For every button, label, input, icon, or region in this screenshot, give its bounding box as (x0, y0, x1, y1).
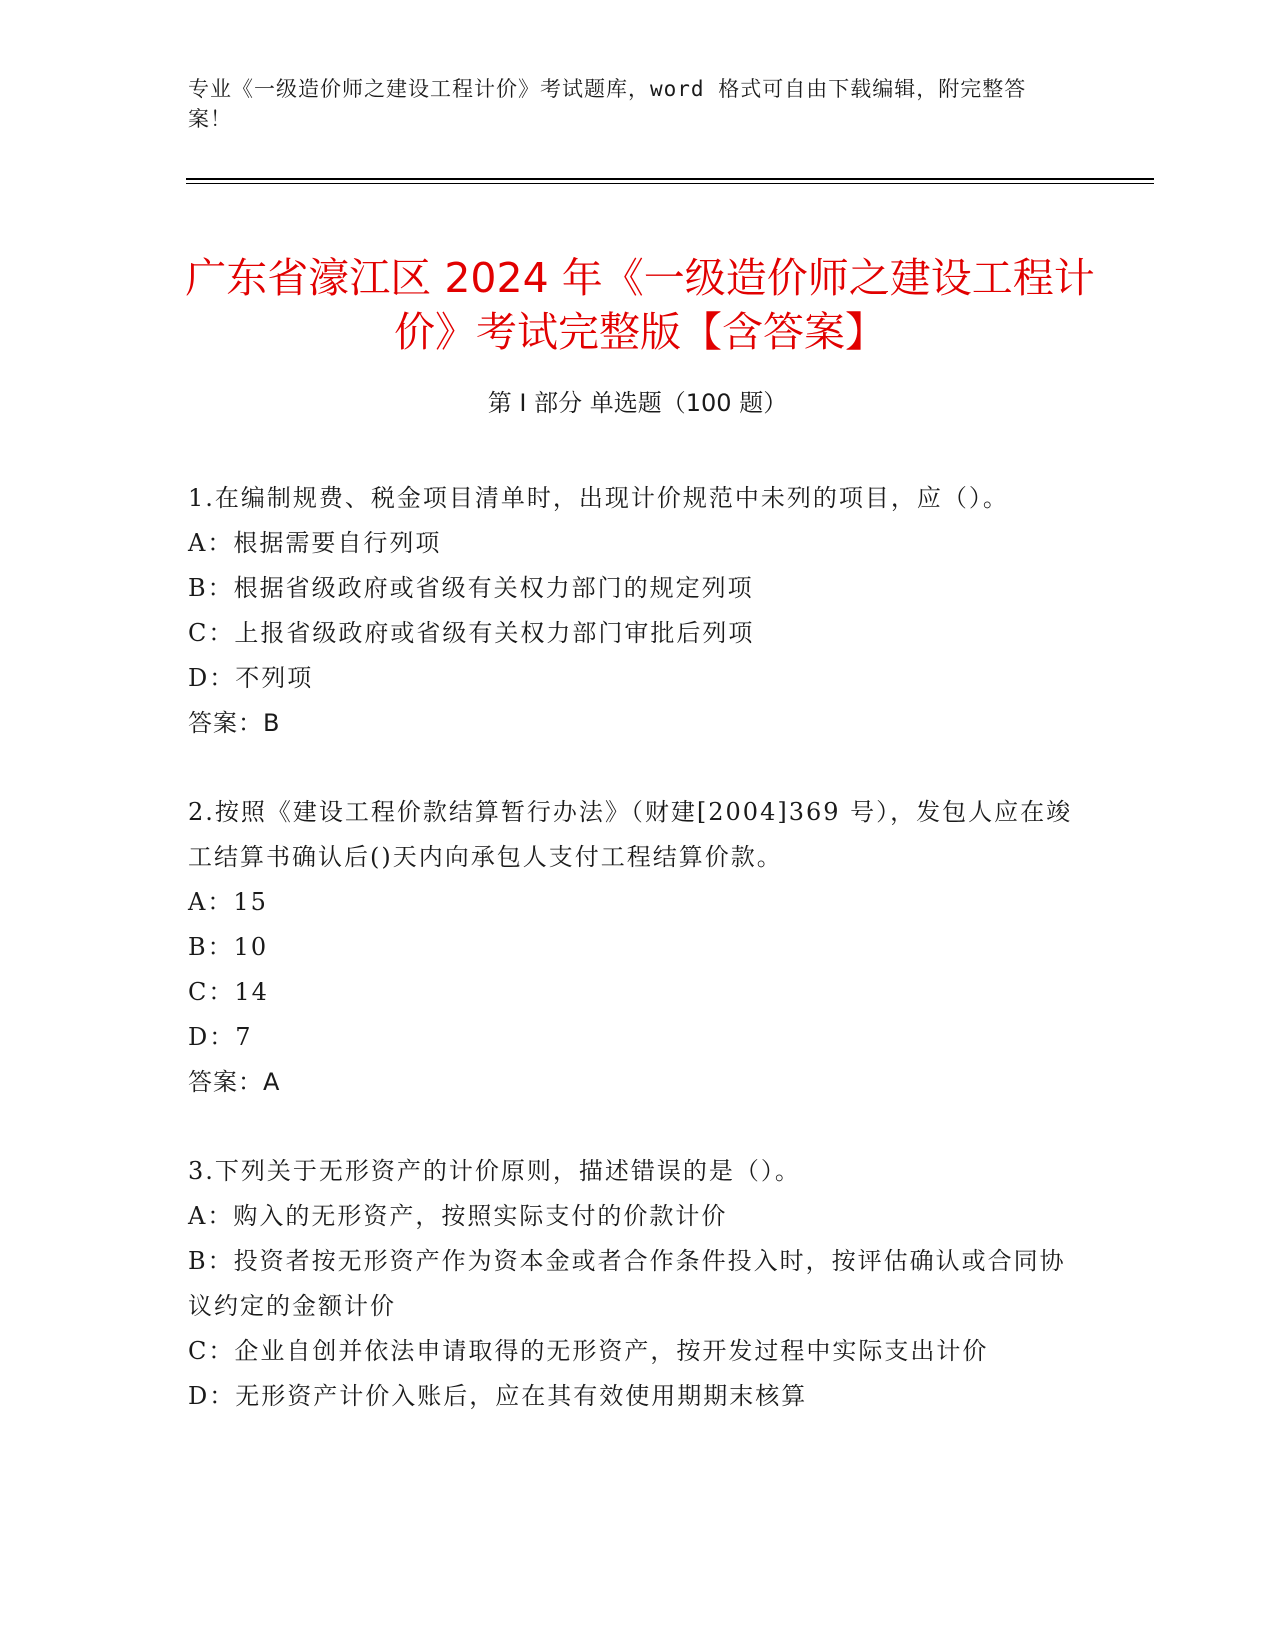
question-1 (188, 476, 1078, 746)
section-title: 第 I 部分 单选题（100 题） (487, 389, 788, 417)
answer: 答案：A (188, 1068, 281, 1096)
option-c: C：企业自创并依法申请取得的无形资产，按开发过程中实际支出计价 (188, 1337, 989, 1365)
header-divider-thick (186, 178, 1154, 180)
option-d: D：无形资产计价入账后，应在其有效使用期期末核算 (188, 1382, 808, 1410)
option-a: A：购入的无形资产，按照实际支付的价款计价 (188, 1202, 728, 1230)
question-2 (188, 790, 1078, 1105)
option-b: B：投资者按无形资产作为资本金或者合作条件投入时，按评估确认或合同协议约定的金额计价 (188, 1247, 1066, 1320)
option-a: A：15 (188, 888, 268, 916)
question-stem: 3.下列关于无形资产的计价原则，描述错误的是（）。 (188, 1157, 801, 1185)
answer: 答案：B (188, 709, 281, 737)
option-d: D：7 (188, 1023, 253, 1051)
document-title: 广东省濠江区 2024 年《一级造价师之建设工程计价》考试完整版【含答案】 (185, 254, 1095, 357)
question-stem: 1.在编制规费、税金项目清单时，出现计价规范中未列的项目，应（）。 (188, 484, 1009, 512)
option-c: C：上报省级政府或省级有关权力部门审批后列项 (188, 619, 755, 647)
question-list (188, 476, 1078, 1463)
option-b: B：根据省级政府或省级有关权力部门的规定列项 (188, 574, 754, 602)
question-3 (188, 1149, 1078, 1419)
option-a: A：根据需要自行列项 (188, 529, 442, 557)
header-note: 专业《一级造价师之建设工程计价》考试题库，word 格式可自由下载编辑，附完整答案！ (188, 77, 1027, 131)
header-divider-thin (186, 183, 1154, 184)
question-stem: 2.按照《建设工程价款结算暂行办法》（财建[2004]369 号），发包人应在竣工结算书确认后()天内向承包人支付工程结算价款。 (188, 798, 1073, 871)
option-b: B：10 (188, 933, 269, 961)
option-d: D：不列项 (188, 664, 314, 692)
option-c: C：14 (188, 978, 269, 1006)
